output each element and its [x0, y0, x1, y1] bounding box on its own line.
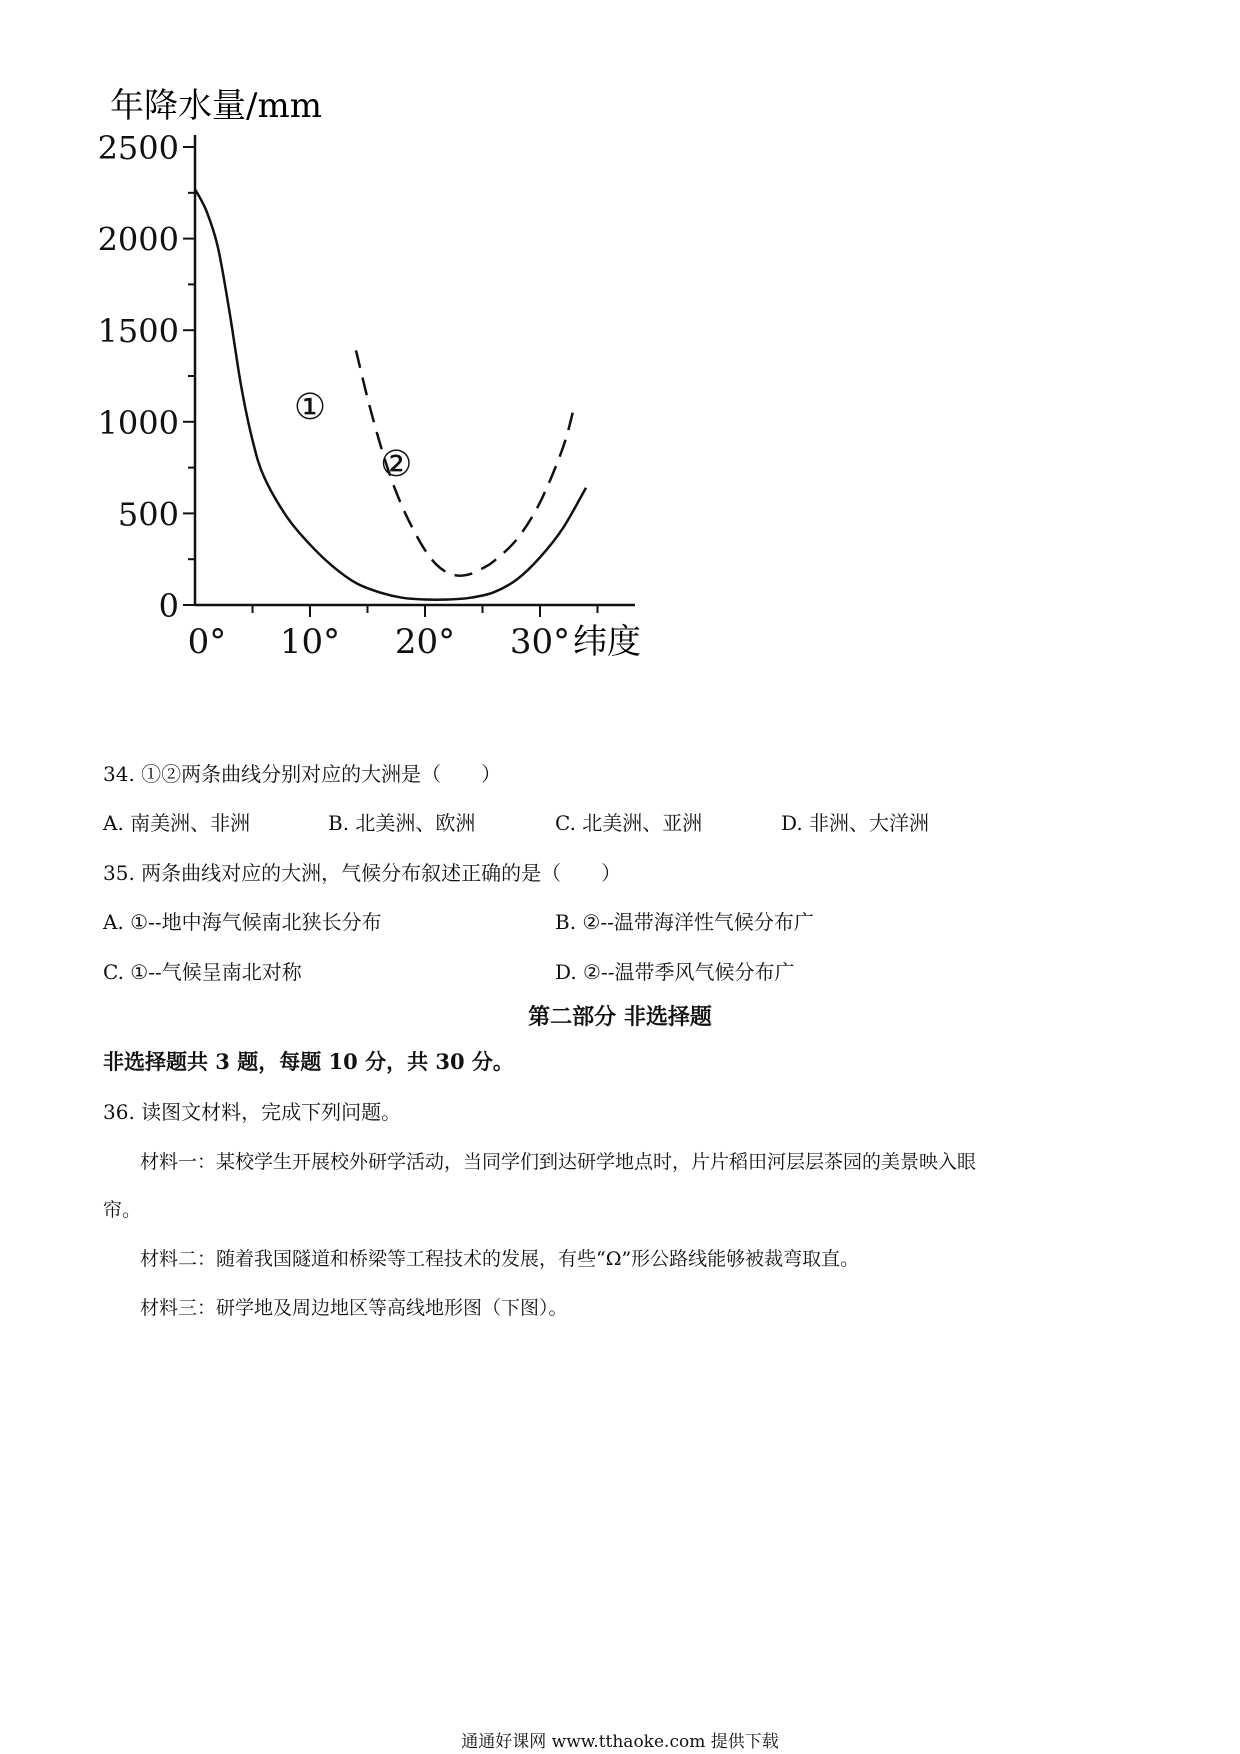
question-35-option-b: B. ②--温带海洋性气候分布广: [555, 910, 814, 934]
y-tick-label: 1500: [97, 312, 179, 351]
x-tick-label: 20°: [394, 622, 456, 662]
x-tick-label: 10°: [279, 622, 341, 662]
y-tick-label: 2000: [97, 220, 179, 259]
question-35-option-c: C. ①--气候呈南北对称: [103, 960, 302, 984]
material-3: 材料三：研学地及周边地区等高线地形图（下图）。: [140, 1297, 568, 1319]
chart-axes: [195, 135, 635, 605]
question-34-option-b: B. 北美洲、欧洲: [328, 811, 476, 835]
x-axis-ticks: [188, 605, 598, 662]
y-axis-label: 年降水量/mm: [110, 86, 322, 126]
x-tick-label: 30°: [509, 622, 571, 662]
y-tick-label: 0: [158, 587, 179, 625]
question-36-stem: 36. 读图文材料，完成下列问题。: [103, 1100, 402, 1124]
question-35-stem: 35. 两条曲线对应的大洲，气候分布叙述正确的是（ ）: [103, 861, 622, 885]
series-label-1: ①: [293, 387, 327, 429]
material-2: 材料二：随着我国隧道和桥梁等工程技术的发展，有些“Ω”形公路线能够被裁弯取直。: [140, 1248, 860, 1270]
question-34-option-d: D. 非洲、大洋洲: [781, 811, 930, 835]
x-axis-label: 纬度: [573, 622, 641, 662]
section-title: 第二部分 非选择题: [528, 1004, 712, 1030]
question-35-option-d: D. ②--温带季风气候分布广: [555, 960, 795, 984]
series-line-1: [195, 189, 586, 600]
series-label-2: ②: [380, 443, 413, 485]
question-34-option-a: A. 南美洲、非洲: [103, 811, 251, 835]
y-axis-ticks: [98, 129, 195, 625]
precipitation-latitude-chart: [95, 85, 775, 745]
material-1-line-2: 帘。: [103, 1199, 142, 1221]
chart-series: [195, 189, 586, 600]
y-tick-label: 1000: [97, 403, 179, 442]
question-34-option-c: C. 北美洲、亚洲: [555, 811, 703, 835]
section-instructions: 非选择题共 3 题，每题 10 分，共 30 分。: [103, 1049, 514, 1074]
material-1-line-1: 材料一：某校学生开展校外研学活动，当同学们到达研学地点时，片片稻田河层层茶园的美景映入眼: [140, 1151, 977, 1173]
y-tick-label: 2500: [97, 129, 179, 167]
x-tick-label: 0°: [187, 622, 227, 662]
y-tick-label: 500: [117, 495, 179, 534]
page-footer: 通通好课网 www.tthaoke.com 提供下载: [461, 1732, 779, 1752]
question-35-option-a: A. ①--地中海气候南北狭长分布: [103, 910, 382, 934]
question-34-stem: 34. ①②两条曲线分别对应的大洲是（ ）: [103, 762, 502, 786]
